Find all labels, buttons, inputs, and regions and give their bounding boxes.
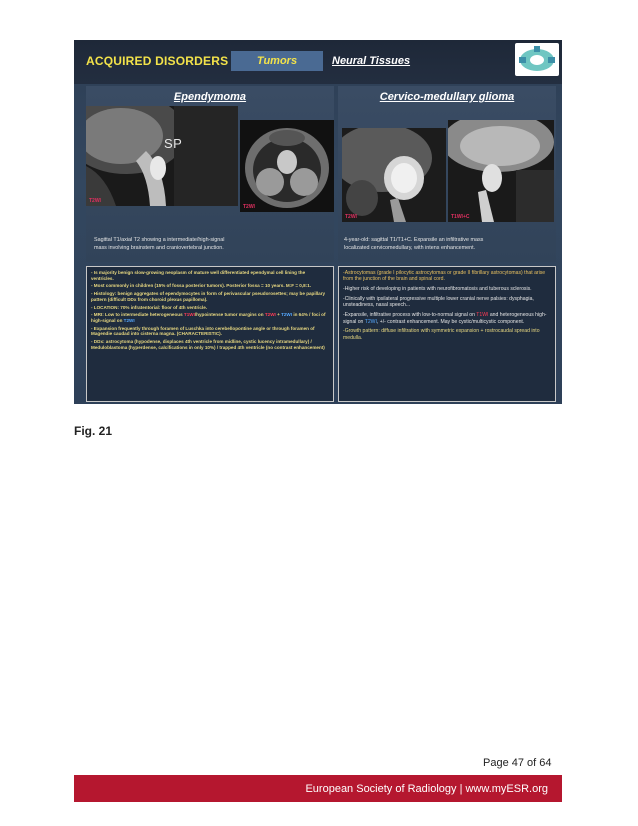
figure-label: Fig. 21 [74,424,113,438]
mri-sagittal-t2-image [342,128,446,222]
footer-bar [74,775,562,802]
list-item: - Is majority benign slow-growing neoplasm of mature well differentiated ependymal cell lining the ventricles. [91,270,306,281]
image-label: T1WI+C [451,214,470,220]
slide-title: ACQUIRED DISORDERS [86,54,229,68]
ependymoma-panel [86,86,334,262]
list-item: - Most commonly in children (15% of fossa posterior tumors). Posterior fossa = 10 years. M:F = 0,8:1. [91,283,312,289]
footer-text: European Society of Radiology | www.myESR.org [305,783,548,795]
image-label: T2WI [89,198,101,204]
ependymoma-notes [86,266,334,402]
list-item: -Clinically with ipsilateral progressive multiple lower cranial nerve palsies: dysphagia, unsteadiness, nasal speech... [343,296,534,309]
slide-header [74,40,562,84]
list-item: - DDx: astrocytoma (hypodense, displaces 4th ventricle from midline, cystic lucency intramedullary) / Meduloblastoma (hyperdense, calcifications in only 10%) / trapped 4th ventricle (no contrast enhancement) [91,339,325,350]
page-number: Page 47 of 64 [483,757,552,769]
list-item: - MRI: Low to intermediate heterogeneous T1WI/hypointense tumor margins on T2WI + T2WI in 64% / foci of high-signal on T2WI [91,312,326,323]
spine-vertebra-icon [515,43,559,76]
glioma-panel [338,86,556,262]
list-item: - Histology: benign aggregates of ependymocytes in form of perivascular pseudorosettes; may be papillary pattern (difficult DDx from choroid plexus papilloma). [91,291,326,302]
image-label: T2WI [345,214,357,220]
figure-slide [74,40,562,404]
slide-tab: Tumors [231,51,323,71]
ependymoma-title: Ependymoma [173,91,247,103]
mri-sagittal-t1c-image [448,120,554,222]
image-label: T2WI [243,204,255,210]
list-item: -Higher risk of developing in patients with neurofibromatosis and tuberous sclerosis. [343,286,532,293]
list-item: -Expansile, infiltrative process with low-to-normal signal on T1WI and heterogeneous high-signal on T2WI, +/- contrast enhancement. May be cystic/multicystic component. [343,312,547,325]
mri-axial-image [240,120,334,212]
glioma-caption: 4-year-old: sagittal T1/T1+C. Expansile an infiltrative mass localizated cervicomedullary, with intens enhancement. [344,237,484,251]
glioma-title: Cervico-medullary glioma [379,91,515,103]
list-item: -Astrocytomas (grade I pilocytic astrocytomas or grade II fibrillary astrocytomas) that arise from the junction of the brain and spinal cord. [343,270,546,283]
mri-sagittal-image [86,106,238,206]
list-item: -Growth pattern: diffuse infiltration with symmetric expansion + rostrocaudal spread into medulla. [343,328,540,341]
list-item: - Expansion frequently through foramen of Luschka into cerebellopontine angle or through foramen of Magendie caudad into cisterna magna. (CHARACTERISTIC). [91,325,315,337]
list-item: - LOCATION: 70% infratentorial: floor of 4th ventricle. [91,304,208,310]
ependymoma-caption: Sagittal T1/axial T2 showing a intermediate/high-signal mass involving brainstem and craniovertebral junction. [94,237,225,251]
sp-label: SP [164,136,183,151]
slide-section: Neural Tissues [332,55,411,67]
glioma-notes [338,266,556,402]
